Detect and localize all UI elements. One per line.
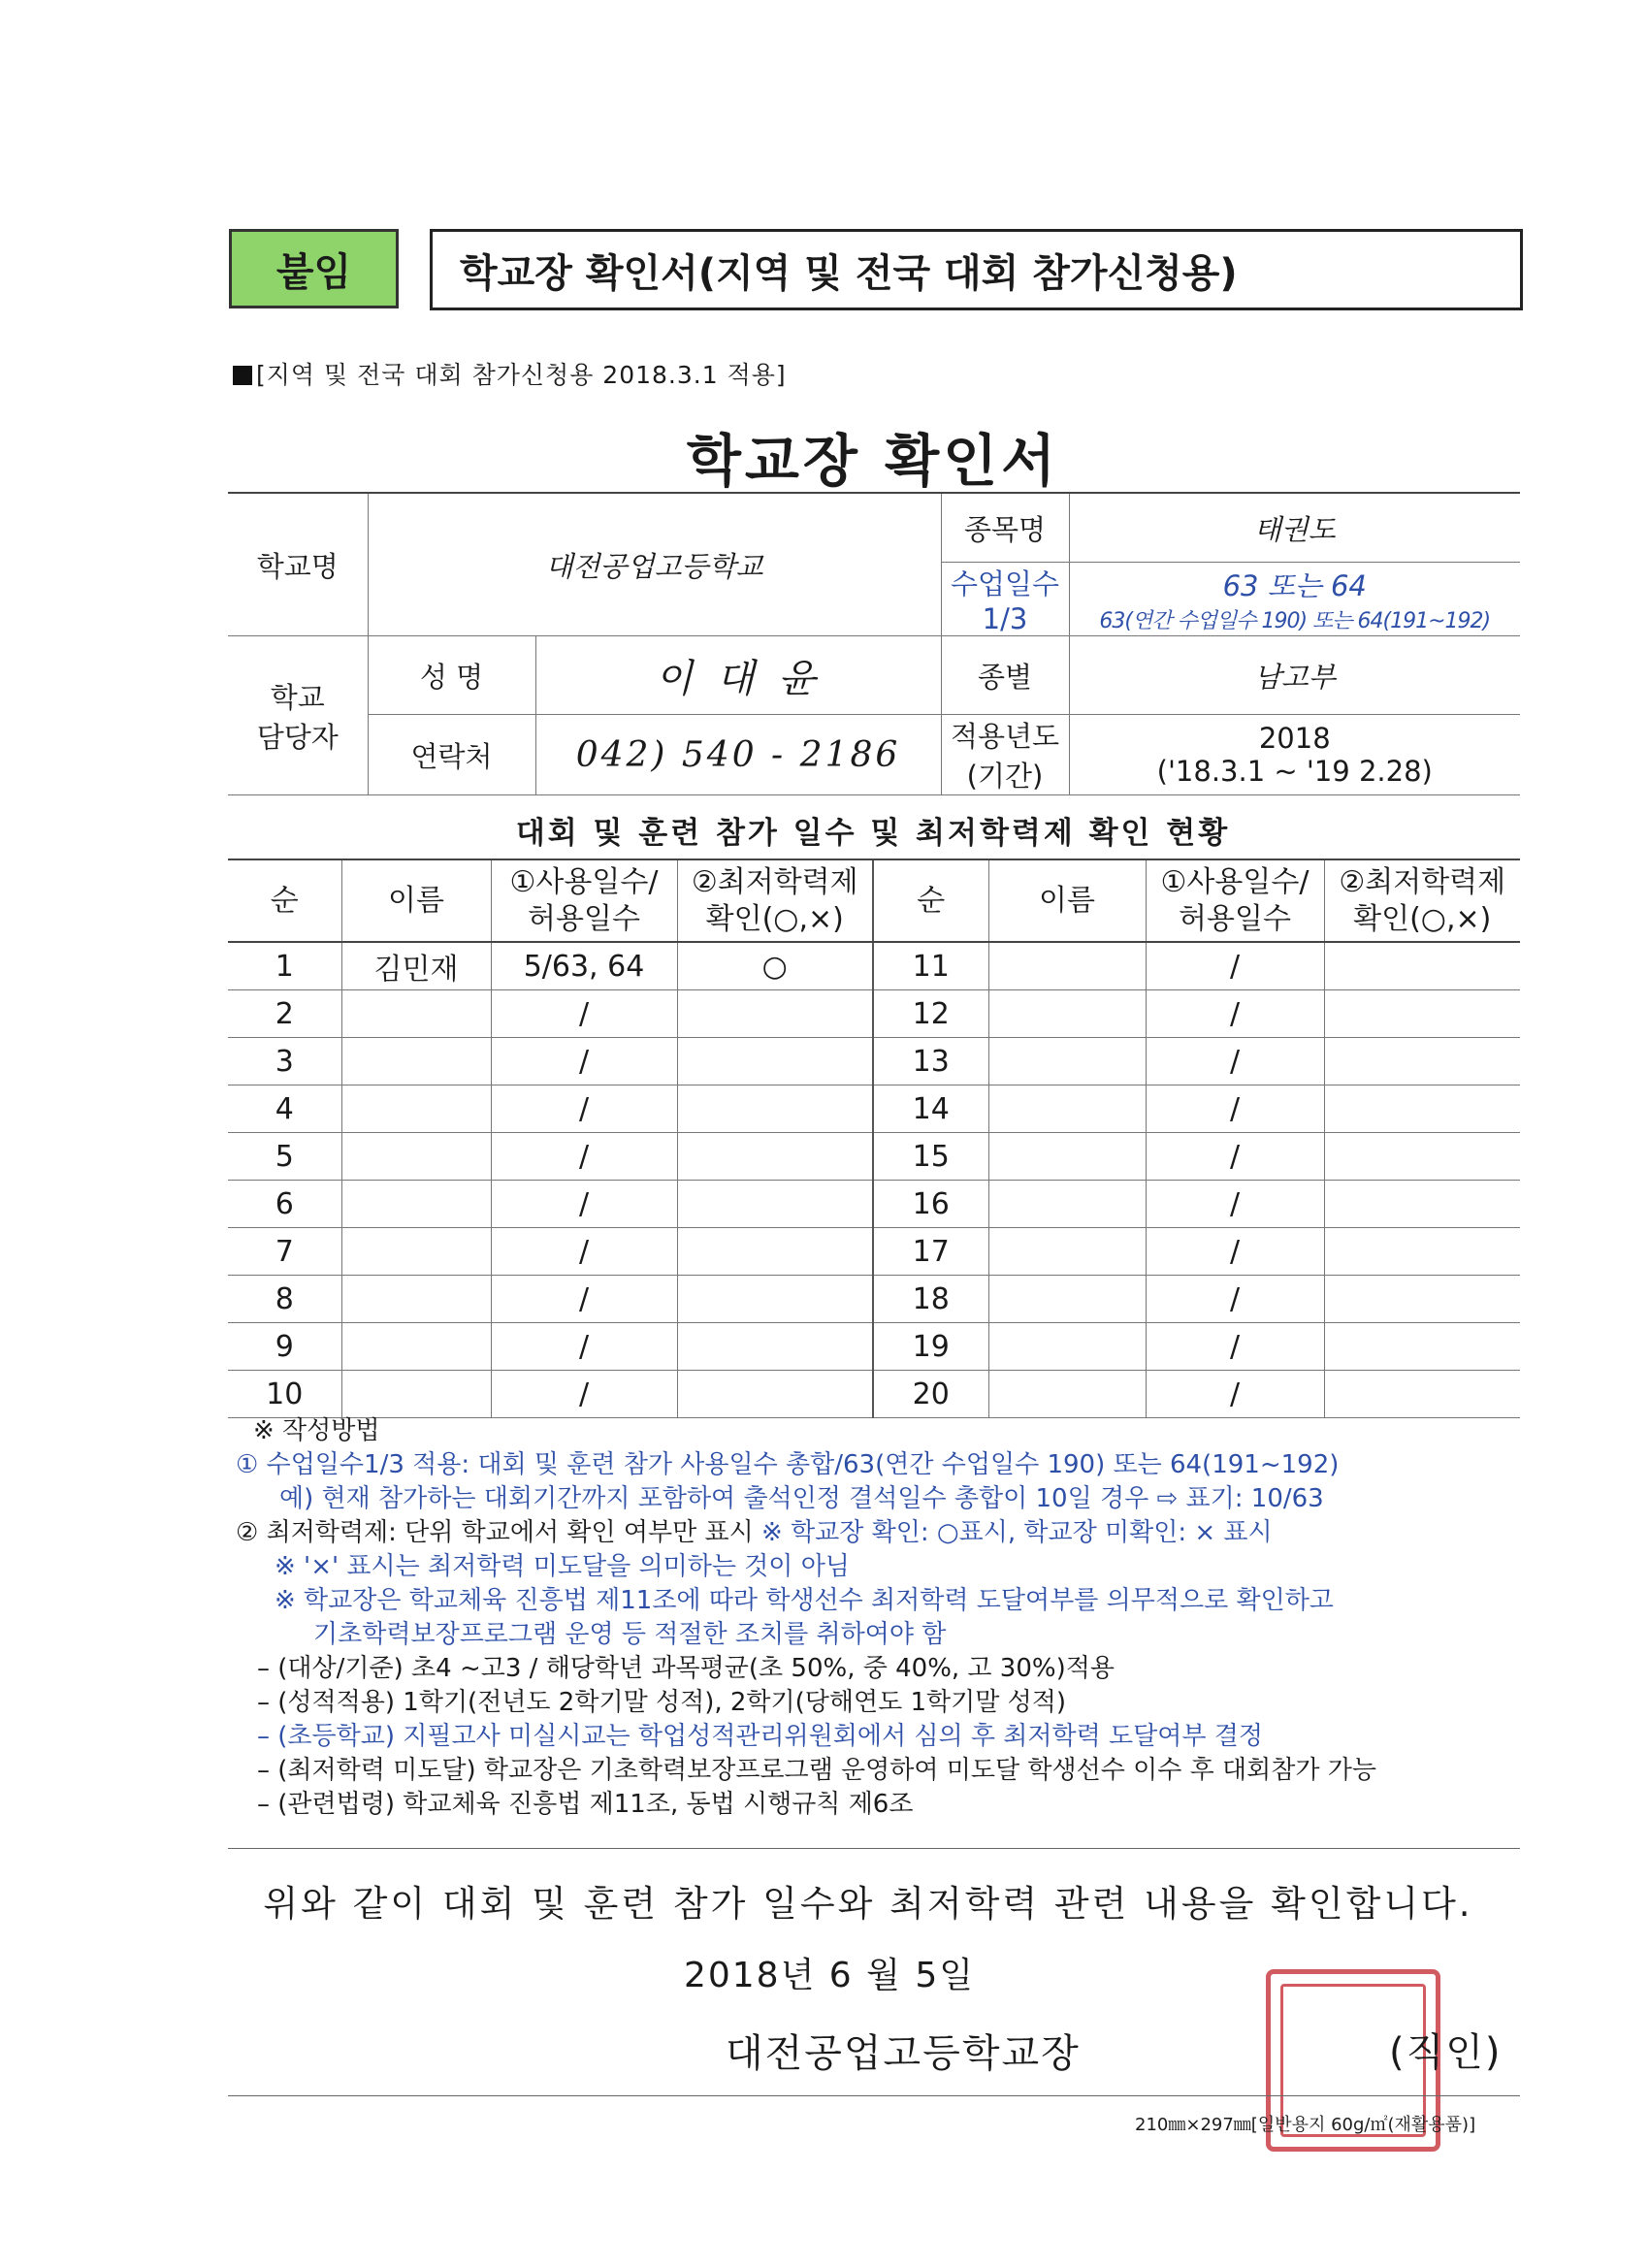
row-no-right: 12	[873, 990, 988, 1038]
header-check-right-line2: 확인(○,×)	[1353, 901, 1492, 936]
row-no-right: 16	[873, 1181, 988, 1228]
row-no: 2	[228, 990, 341, 1038]
days-value-line2: 63(연간 수업일수 190) 또는 64(191~192)	[1099, 608, 1491, 633]
row-check	[677, 1181, 873, 1228]
row-name-right	[988, 1276, 1146, 1323]
row-name-right	[988, 1228, 1146, 1276]
row-no-right: 11	[873, 942, 988, 990]
gender-label: 종별	[941, 636, 1069, 715]
name-value-handwritten: 이 대 윤	[535, 636, 941, 715]
row-name	[341, 1276, 491, 1323]
manager-label-line1: 학교	[270, 680, 325, 714]
table-row	[228, 1276, 1520, 1323]
manager-label	[228, 636, 368, 795]
row-name-right	[988, 1371, 1146, 1418]
days-label-line1: 수업일수	[950, 567, 1060, 600]
notes-heading: ※ 작성방법	[253, 1416, 380, 1445]
note-item2-a-plain: ② 최저학력제: 단위 학교에서 확인 여부만 표시	[236, 1518, 762, 1547]
principal-title: 대전공업고등학교장	[726, 2031, 1081, 2076]
row-name-right	[988, 942, 1146, 990]
days-value-line1: 63 또는 64	[1222, 568, 1367, 602]
divider	[228, 1848, 1520, 1849]
header-days-line2: 허용일수	[528, 901, 640, 936]
row-check	[677, 990, 873, 1038]
row-days: /	[491, 990, 677, 1038]
row-days-right: /	[1146, 990, 1324, 1038]
table-row	[228, 1038, 1520, 1085]
row-days-right: /	[1146, 942, 1324, 990]
header-days-right	[1146, 859, 1324, 942]
note-item2-b: ※ '×' 표시는 최저학력 미도달을 의미하는 것이 아님	[275, 1552, 850, 1581]
header-no-right: 순	[873, 859, 988, 942]
contact-label: 연락처	[368, 715, 535, 795]
row-days: /	[491, 1228, 677, 1276]
row-no: 5	[228, 1133, 341, 1181]
divider	[228, 2095, 1520, 2096]
header-check-right	[1324, 859, 1520, 942]
seal-label: (직인)	[1389, 2030, 1503, 2075]
row-name-right	[988, 1181, 1146, 1228]
row-name	[341, 1228, 491, 1276]
row-no: 3	[228, 1038, 341, 1085]
row-days: /	[491, 1038, 677, 1085]
row-name-right	[988, 1323, 1146, 1371]
row-days-right: /	[1146, 1371, 1324, 1418]
year-label-line2: (기간)	[966, 760, 1044, 793]
gender-value: 남고부	[1069, 636, 1520, 715]
days-label	[941, 563, 1069, 636]
row-name	[341, 1323, 491, 1371]
status-section-title: 대회 및 훈련 참가 일수 및 최저학력제 확인 현황	[515, 816, 1231, 851]
table-row	[228, 1323, 1520, 1371]
table-row	[228, 1181, 1520, 1228]
note-item1-a: ① 수업일수1/3 적용: 대회 및 훈련 참가 사용일수 총합/63(연간 수업일수 190) 또는 64(191~192)	[236, 1450, 1340, 1479]
paper-size-note: 210㎜×297㎜[일반용지 60g/㎡(재활용품)]	[1135, 2115, 1476, 2135]
row-name-right	[988, 1085, 1146, 1133]
attachment-badge: 붙임	[229, 229, 399, 308]
notice-text: [지역 및 전국 대회 참가신청용 2018.3.1 적용]	[256, 361, 787, 389]
status-table-header	[228, 859, 1520, 942]
confirmation-statement: 위와 같이 대회 및 훈련 참가 일수와 최저학력 관련 내용을 확인합니다.	[263, 1883, 1473, 1925]
year-value-line1: 2018	[1258, 722, 1331, 755]
name-label: 성 명	[368, 636, 535, 715]
row-name: 김민재	[341, 942, 491, 990]
event-label: 종목명	[941, 493, 1069, 563]
row-check-right	[1324, 1371, 1520, 1418]
note-item2-a-blue: ※ 학교장 확인: ○표시, 학교장 미확인: × 표시	[761, 1518, 1273, 1547]
row-days: /	[491, 1371, 677, 1418]
header-check-line2: 확인(○,×)	[705, 901, 844, 936]
row-no-right: 19	[873, 1323, 988, 1371]
row-days: /	[491, 1133, 677, 1181]
row-no: 8	[228, 1276, 341, 1323]
note-dash-target: – (대상/기준) 초4 ~고3 / 해당학년 과목평균(초 50%, 중 40%, 고 30%)적용	[257, 1654, 1115, 1683]
row-no-right: 13	[873, 1038, 988, 1085]
row-no: 10	[228, 1371, 341, 1418]
row-name	[341, 1181, 491, 1228]
document-title: 학교장 확인서	[686, 428, 1060, 494]
row-check-right	[1324, 942, 1520, 990]
row-days-right: /	[1146, 1323, 1324, 1371]
header-days-right-line2: 허용일수	[1179, 901, 1291, 936]
row-no-right: 15	[873, 1133, 988, 1181]
table-row	[228, 942, 1520, 990]
note-item1-b: 예) 현재 참가하는 대회기간까지 포함하여 출석인정 결석일수 총합이 10일 경우 ⇨ 표기: 10/63	[279, 1484, 1324, 1513]
table-row	[228, 1228, 1520, 1276]
row-check-right	[1324, 1181, 1520, 1228]
note-dash-unmet: – (최저학력 미도달) 학교장은 기초학력보장프로그램 운영하여 미도달 학생선수 이수 후 대회참가 가능	[257, 1756, 1376, 1785]
row-days-right: /	[1146, 1085, 1324, 1133]
row-days: /	[491, 1276, 677, 1323]
row-check	[677, 1371, 873, 1418]
row-no: 9	[228, 1323, 341, 1371]
row-check	[677, 1276, 873, 1323]
header-check-line1: ②최저학력제	[691, 864, 858, 899]
header-check-right-line1: ②최저학력제	[1339, 864, 1506, 899]
days-value	[1069, 563, 1520, 636]
days-label-line2: 1/3	[982, 602, 1028, 635]
row-no: 4	[228, 1085, 341, 1133]
manager-label-line2: 담당자	[256, 720, 339, 754]
row-days-right: /	[1146, 1181, 1324, 1228]
note-dash-elementary: – (초등학교) 지필고사 미실시교는 학업성적관리위원회에서 심의 후 최저학력 도달여부 결정	[257, 1722, 1263, 1751]
school-label: 학교명	[228, 493, 368, 636]
row-check: ○	[677, 942, 873, 990]
note-item2-a	[236, 1516, 1536, 1550]
date-line: 2018년 6 월 5일	[683, 1956, 976, 1995]
row-days: /	[491, 1085, 677, 1133]
row-no-right: 20	[873, 1371, 988, 1418]
table-row	[228, 990, 1520, 1038]
row-days-right: /	[1146, 1038, 1324, 1085]
notice-line	[233, 356, 787, 391]
row-no-right: 14	[873, 1085, 988, 1133]
row-check	[677, 1228, 873, 1276]
writing-instructions	[236, 1414, 1536, 1822]
table-row	[228, 1371, 1520, 1418]
row-name-right	[988, 1038, 1146, 1085]
row-check	[677, 1085, 873, 1133]
row-check	[677, 1323, 873, 1371]
row-no: 7	[228, 1228, 341, 1276]
year-label-line1: 적용년도	[950, 720, 1060, 753]
year-value-line2: ('18.3.1 ~ '19 2.28)	[1156, 755, 1433, 788]
year-value	[1069, 715, 1520, 795]
header-no: 순	[228, 859, 341, 942]
row-check	[677, 1038, 873, 1085]
header-title-box: 학교장 확인서(지역 및 전국 대회 참가신청용)	[430, 229, 1523, 310]
event-value: 태권도	[1069, 493, 1520, 563]
row-no-right: 17	[873, 1228, 988, 1276]
status-table	[228, 859, 1520, 1418]
school-value: 대전공업고등학교	[368, 493, 941, 636]
row-name	[341, 1085, 491, 1133]
row-name-right	[988, 990, 1146, 1038]
row-no-right: 18	[873, 1276, 988, 1323]
info-table	[228, 492, 1520, 795]
note-item2-c: ※ 학교장은 학교체육 진흥법 제11조에 따라 학생선수 최저학력 도달여부를 의무적으로 확인하고	[275, 1586, 1334, 1615]
row-check-right	[1324, 1085, 1520, 1133]
contact-value-handwritten: 042) 540 - 2186	[535, 715, 941, 795]
row-check-right	[1324, 990, 1520, 1038]
row-days-right: /	[1146, 1133, 1324, 1181]
header-days-line1: ①사용일수/	[509, 864, 659, 899]
header-name: 이름	[341, 859, 491, 942]
note-dash-grade: – (성적적용) 1학기(전년도 2학기말 성적), 2학기(당해연도 1학기말 성적)	[257, 1688, 1067, 1717]
row-no: 6	[228, 1181, 341, 1228]
table-row	[228, 1085, 1520, 1133]
square-bullet-icon	[233, 366, 252, 385]
row-name	[341, 1371, 491, 1418]
row-days-right: /	[1146, 1276, 1324, 1323]
row-name-right	[988, 1133, 1146, 1181]
row-no: 1	[228, 942, 341, 990]
row-days: 5/63, 64	[491, 942, 677, 990]
header-days-right-line1: ①사용일수/	[1160, 864, 1310, 899]
row-check-right	[1324, 1038, 1520, 1085]
row-name	[341, 990, 491, 1038]
row-name	[341, 1038, 491, 1085]
row-check-right	[1324, 1228, 1520, 1276]
row-days: /	[491, 1323, 677, 1371]
year-label	[941, 715, 1069, 795]
header-check	[677, 859, 873, 942]
row-name	[341, 1133, 491, 1181]
row-days-right: /	[1146, 1228, 1324, 1276]
header-days	[491, 859, 677, 942]
row-check-right	[1324, 1323, 1520, 1371]
row-check-right	[1324, 1276, 1520, 1323]
row-check	[677, 1133, 873, 1181]
header-name-right: 이름	[988, 859, 1146, 942]
status-table-body	[228, 942, 1520, 1418]
note-dash-law: – (관련법령) 학교체육 진흥법 제11조, 동법 시행규칙 제6조	[257, 1790, 914, 1819]
row-days: /	[491, 1181, 677, 1228]
row-check-right	[1324, 1133, 1520, 1181]
note-item2-d: 기초학력보장프로그램 운영 등 적절한 조치를 취하여야 함	[313, 1620, 947, 1649]
table-row	[228, 1133, 1520, 1181]
